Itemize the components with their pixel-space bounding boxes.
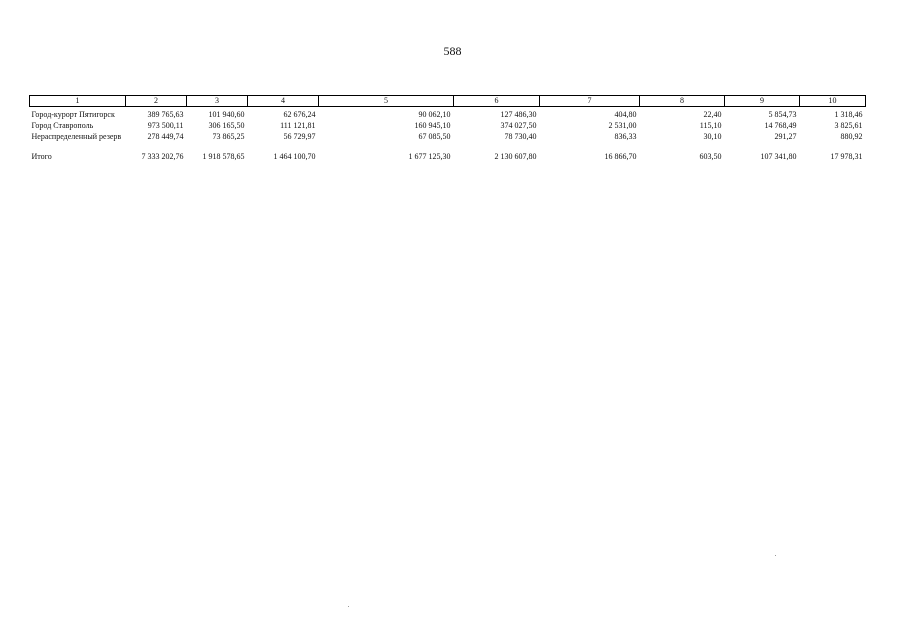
table-cell: 14 768,49 xyxy=(764,121,797,130)
header-row xyxy=(30,96,866,107)
col-header: 5 xyxy=(319,96,454,107)
table-row xyxy=(30,107,866,121)
table-row xyxy=(30,131,866,142)
table-cell: 880,92 xyxy=(840,132,863,141)
table-cell: 5 854,73 xyxy=(768,110,797,119)
table-cell: 73 865,25 xyxy=(212,132,245,141)
table-cell: 306 165,50 xyxy=(208,121,245,130)
table-cell: 404,80 xyxy=(614,110,637,119)
col-header: 10 xyxy=(800,96,866,107)
table-cell: 160 945,10 xyxy=(414,121,451,130)
table-cell: 603,50 xyxy=(699,152,722,161)
col-header: 7 xyxy=(540,96,640,107)
col-header: 8 xyxy=(640,96,725,107)
table-cell: 111 121,81 xyxy=(280,121,316,130)
scan-speck xyxy=(348,606,349,607)
table-cell: 127 486,30 xyxy=(500,110,537,119)
page-number: 588 xyxy=(443,44,462,58)
table-cell: 389 765,63 xyxy=(147,110,184,119)
table-cell: 1 918 578,65 xyxy=(202,152,245,161)
row-label: Город Ставрополь xyxy=(31,121,94,130)
row-label: Город-курорт Пятигорск xyxy=(31,110,115,119)
table-cell: 78 730,40 xyxy=(504,132,537,141)
col-header: 6 xyxy=(454,96,540,107)
scan-speck xyxy=(775,555,776,556)
total-row xyxy=(30,151,866,162)
spacer-cell xyxy=(30,142,866,151)
table-cell: 101 940,60 xyxy=(208,110,245,119)
table-cell: 2 130 607,80 xyxy=(494,152,537,161)
table-cell: 16 866,70 xyxy=(604,152,637,161)
row-label: Нераспределенный резерв xyxy=(31,132,122,141)
spacer-row xyxy=(30,142,866,151)
table-cell: 22,40 xyxy=(703,110,722,119)
table-cell: 1 464 100,70 xyxy=(273,152,316,161)
table-cell: 7 333 202,76 xyxy=(141,152,184,161)
col-header: 3 xyxy=(187,96,248,107)
table-row xyxy=(30,120,866,131)
table-cell: 3 825,61 xyxy=(834,121,863,130)
table-cell: 291,27 xyxy=(774,132,797,141)
table-cell: 973 500,11 xyxy=(147,121,184,130)
budget-table xyxy=(29,95,866,162)
table-cell: 90 062,10 xyxy=(418,110,451,119)
table-cell: 107 341,80 xyxy=(760,152,797,161)
col-header: 2 xyxy=(126,96,187,107)
col-header: 1 xyxy=(30,96,126,107)
table-cell: 67 085,50 xyxy=(418,132,451,141)
table-cell: 17 978,31 xyxy=(830,152,863,161)
table-cell: 56 729,97 xyxy=(283,132,316,141)
table-cell: 278 449,74 xyxy=(147,132,184,141)
table-cell: 30,10 xyxy=(703,132,722,141)
table-cell: 1 318,46 xyxy=(834,110,863,119)
table-cell: 374 027,50 xyxy=(500,121,537,130)
col-header: 9 xyxy=(725,96,800,107)
table-cell: 2 531,00 xyxy=(608,121,637,130)
total-label: Итого xyxy=(31,152,52,161)
table-cell: 836,33 xyxy=(614,132,637,141)
table-cell: 62 676,24 xyxy=(283,110,316,119)
table-cell: 1 677 125,30 xyxy=(408,152,451,161)
col-header: 4 xyxy=(248,96,319,107)
table-cell: 115,10 xyxy=(699,121,722,130)
